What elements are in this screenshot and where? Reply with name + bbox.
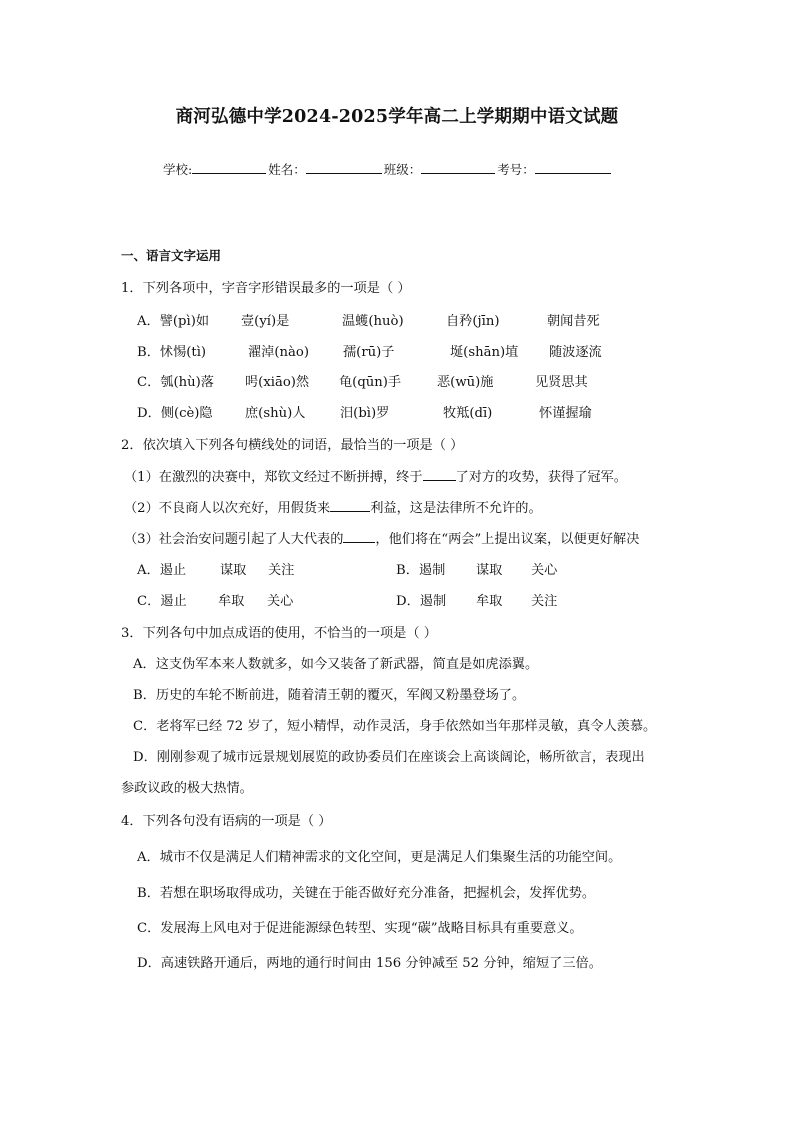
q3-option-c: C．老将军已经 72 岁了，短小精悍，动作灵活，身手依然如当年那样灵敏，真令人羡慕。: [133, 719, 657, 734]
q2-option-d: [396, 590, 557, 609]
q1-b-item: 濯淖(nào): [248, 345, 309, 360]
q2-sentence-2: [124, 497, 542, 516]
school-blank: [192, 161, 266, 174]
q1-b-item: 随波逐流: [549, 345, 602, 360]
q4-option-b: B．若想在职场取得成功，关键在于能否做好充分准备，把握机会，发挥优势。: [137, 886, 596, 901]
q1-option-b: [137, 341, 602, 360]
student-info-row: [163, 160, 613, 178]
q2-option-c: [137, 590, 293, 609]
q2-b-item: B．遏制: [396, 563, 446, 578]
q1-d-item: D．侧(cè)隐: [137, 406, 213, 421]
q2-s2-part: 利益，这是法律所不允许的。: [370, 501, 542, 516]
q2-b-item: 关心: [531, 563, 558, 578]
q1-a-item: 朝闻昔死: [547, 314, 600, 329]
q1-b-item: 孺(rū)子: [343, 345, 395, 360]
q2-sentence-3: [124, 528, 639, 547]
q2-s2-part: （2）不良商人以次充好，用假货来: [124, 501, 331, 516]
q3-option-a: A．这支伪军本来人数就多，如今又装备了新武器，简直是如虎添翼。: [133, 657, 539, 672]
q1-c-item: 龟(qūn)手: [339, 375, 402, 390]
fill-blank: [343, 531, 375, 543]
q1-b-item: B．怵惕(tì): [137, 345, 207, 360]
q1-c-item: 恶(wū)施: [437, 375, 494, 390]
q1-c-item: C．瓠(hù)落: [137, 375, 214, 390]
q1-d-item: 牧羝(dī): [443, 406, 493, 421]
number-blank: [535, 161, 611, 174]
q1-d-item: 庶(shù)人: [245, 406, 306, 421]
q4-stem: 4．下列各句没有语病的一项是（ ）: [121, 814, 332, 829]
q2-s3-part: ，他们将在“两会”上提出议案，以便更好解决: [375, 532, 640, 547]
q2-s3-part: （3）社会治安问题引起了人大代表的: [124, 532, 344, 547]
q1-c-item: 呺(xiāo)然: [245, 375, 310, 390]
q2-sentence-1: [124, 466, 627, 485]
q4-option-a: A．城市不仅是满足人们精神需求的文化空间，更是满足人们集聚生活的功能空间。: [137, 850, 622, 865]
q2-stem: 2．依次填入下列各句横线处的词语，最恰当的一项是（ ）: [121, 438, 464, 453]
q1-a-item: A．譬(pì)如: [137, 314, 210, 329]
q2-d-item: 牟取: [476, 594, 503, 609]
class-blank: [421, 161, 495, 174]
q1-c-item: 见贤思其: [535, 375, 588, 390]
name-label: 姓名：: [268, 162, 306, 177]
q1-a-item: 温蠖(huò): [342, 314, 404, 329]
q3-option-d: D．刚刚参观了城市远景规划展览的政协委员们在座谈会上高谈阔论，畅所欲言，表现出: [133, 750, 645, 765]
q2-c-item: C．遏止: [137, 594, 187, 609]
q1-a-item: 壹(yí)是: [241, 314, 290, 329]
q1-option-d: [137, 402, 592, 421]
q2-c-item: 牟取: [218, 594, 245, 609]
fill-blank: [423, 469, 456, 481]
q1-stem: 1．下列各项中，字音字形错误最多的一项是（ ）: [121, 281, 411, 296]
number-label: 考号：: [497, 162, 535, 177]
q1-option-c: [137, 371, 588, 390]
q2-d-item: D．遏制: [396, 594, 447, 609]
page-title: 商河弘德中学2024-2025学年高二上学期期中语文试题: [175, 107, 619, 127]
fill-blank: [330, 500, 370, 512]
school-label: 学校:: [163, 162, 193, 177]
section-heading: 一、语言文字运用: [121, 248, 222, 263]
q4-option-d: D．高速铁路开通后，两地的通行时间由 156 分钟减至 52 分钟，缩短了三倍。: [137, 956, 602, 971]
q1-d-item: 怀谨握瑜: [539, 406, 592, 421]
q2-d-item: 关注: [531, 594, 558, 609]
q2-s1-part: （1）在激烈的决赛中，郑钦文经过不断拼搏，终于: [124, 470, 423, 485]
q2-a-item: A．遏止: [137, 563, 187, 578]
q2-b-item: 谋取: [476, 563, 503, 578]
q2-a-item: 关注: [268, 563, 295, 578]
q1-a-item: 自矜(jīn): [446, 314, 500, 329]
q1-b-item: 埏(shān)埴: [450, 345, 519, 360]
q4-option-c: C．发展海上风电对于促进能源绿色转型、实现“碳”战略目标具有重要意义。: [137, 921, 583, 936]
q2-a-item: 谋取: [220, 563, 247, 578]
class-label: 班级：: [383, 162, 422, 177]
name-blank: [306, 161, 382, 174]
q3-stem: 3．下列各句中加点成语的使用，不恰当的一项是（ ）: [121, 626, 437, 641]
q2-s1-part: 了对方的攻势，获得了冠军。: [455, 470, 627, 485]
q1-option-a: [137, 310, 600, 329]
q1-d-item: 汨(bì)罗: [340, 406, 390, 421]
q3-option-d-cont: 参政议政的极大热情。: [121, 781, 253, 796]
q3-option-b: B．历史的车轮不断前进，随着清王朝的覆灭，军阀又粉墨登场了。: [133, 688, 526, 703]
q2-option-b: [396, 559, 557, 578]
q2-c-item: 关心: [267, 594, 294, 609]
q2-option-a: [137, 559, 294, 578]
